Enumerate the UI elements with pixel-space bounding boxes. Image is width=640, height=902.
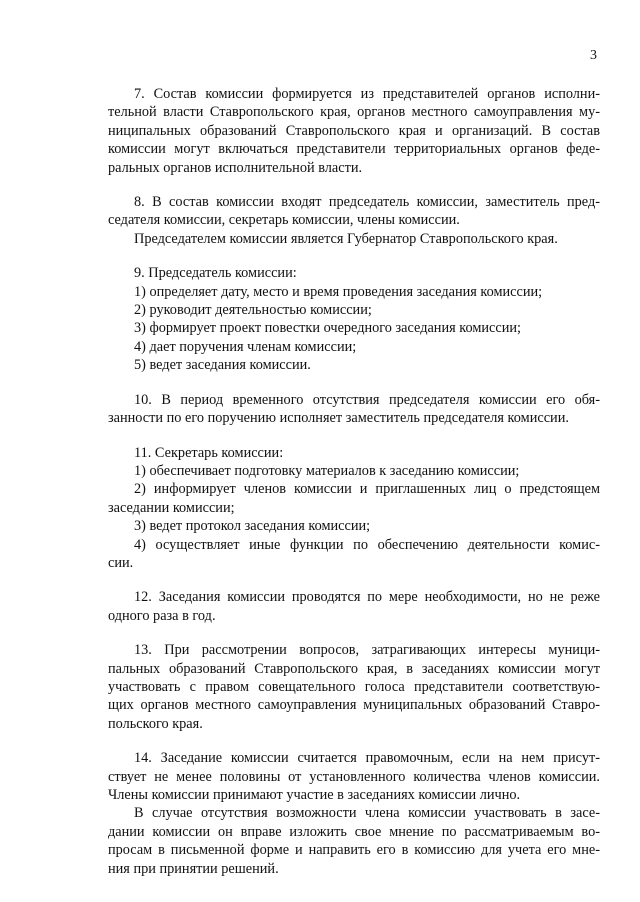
text-line: седателя комиссии, секретарь комиссии, члены комиссии. <box>108 212 460 229</box>
paragraph <box>108 301 600 319</box>
document-body <box>108 85 600 878</box>
paragraph <box>108 517 600 535</box>
paragraph-gap <box>108 428 600 444</box>
text-line: 5) ведет заседания комиссии. <box>134 357 311 374</box>
paragraph-gap <box>108 248 600 264</box>
text-line: Председателем комиссии является Губернатор Ставропольского края. <box>134 230 558 247</box>
paragraph-gap <box>108 572 600 588</box>
text-line: В случае отсутствия возможности члена комиссии участвовать в засе- <box>134 805 600 822</box>
text-line: комиссии могут включаться представители территориальных органов феде- <box>108 141 600 158</box>
text-line: одного раза в год. <box>108 607 216 624</box>
paragraph <box>108 230 600 248</box>
paragraph <box>108 85 600 177</box>
text-line: 4) осуществляет иные функции по обеспечению деятельности комис- <box>134 536 600 553</box>
paragraph <box>108 462 600 480</box>
paragraph <box>108 588 600 625</box>
paragraph <box>108 356 600 374</box>
paragraph <box>108 804 600 878</box>
text-line: 2) руководит деятельностью комиссии; <box>134 302 372 319</box>
paragraph <box>108 536 600 573</box>
text-line: дании комиссии он вправе изложить свое мнение по рассматриваемым во- <box>108 823 600 840</box>
text-line: 1) обеспечивает подготовку материалов к заседанию комиссии; <box>134 462 520 479</box>
text-line: тельной власти Ставропольского края, органов местного самоуправления му- <box>108 104 600 121</box>
paragraph-gap <box>108 177 600 193</box>
text-line: польского края. <box>108 715 203 732</box>
text-line: 9. Председатель комиссии: <box>134 265 297 282</box>
text-line: 14. Заседание комиссии считается правомочным, если на нем присут- <box>134 750 600 767</box>
text-line: сии. <box>108 554 134 571</box>
paragraph <box>108 264 600 282</box>
paragraph <box>108 283 600 301</box>
page-number: 3 <box>590 48 597 63</box>
paragraph <box>108 444 600 462</box>
paragraph <box>108 480 600 517</box>
paragraph <box>108 749 600 804</box>
paragraph <box>108 391 600 428</box>
paragraph-gap <box>108 375 600 391</box>
text-line: 12. Заседания комиссии проводятся по мере необходимости, но не реже <box>134 589 600 606</box>
text-line: ствует не менее половины от установленного количества членов комиссии. <box>108 768 600 785</box>
text-line: ниципальных образований Ставропольского края и организаций. В состав <box>108 122 600 139</box>
text-line: 11. Секретарь комиссии: <box>134 444 284 461</box>
text-line: щих органов местного самоуправления муниципальных образований Ставро- <box>108 697 600 714</box>
paragraph <box>108 338 600 356</box>
paragraph-gap <box>108 733 600 749</box>
text-line: пальных образований Ставропольского края, в заседаниях комиссии могут <box>108 660 600 677</box>
text-line: ния при принятии решений. <box>108 860 279 877</box>
text-line: заседании комиссии; <box>108 499 235 516</box>
text-line: 2) информирует членов комиссии и приглашенных лиц о предстоящем <box>134 481 600 498</box>
text-line: Члены комиссии принимают участие в заседаниях комиссии лично. <box>108 787 521 803</box>
paragraph <box>108 319 600 337</box>
text-line: 7. Состав комиссии формируется из представителей органов исполни- <box>134 86 600 102</box>
text-line: 3) ведет протокол заседания комиссии; <box>134 518 371 535</box>
text-line: участвовать с правом совещательного голоса представители соответствую- <box>108 678 600 695</box>
text-line: ральных органов исполнительной власти. <box>108 159 363 176</box>
text-line: 10. В период временного отсутствия председателя комиссии его обя- <box>134 391 600 408</box>
paragraph-gap <box>108 625 600 641</box>
paragraph <box>108 193 600 230</box>
text-line: просам в письменной форме и направить его в комиссию для учета его мне- <box>108 842 600 859</box>
text-line: 1) определяет дату, место и время проведения заседания комиссии; <box>134 283 543 300</box>
paragraph <box>108 641 600 733</box>
text-line: 4) дает поручения членам комиссии; <box>134 338 357 355</box>
text-line: 3) формирует проект повестки очередного заседания комиссии; <box>134 320 522 337</box>
text-line: 13. При рассмотрении вопросов, затрагивающих интересы муници- <box>134 642 600 659</box>
text-line: 8. В состав комиссии входят председатель комиссии, заместитель пред- <box>134 194 600 211</box>
text-line: занности по его поручению исполняет заместитель председателя комиссии. <box>108 410 569 427</box>
